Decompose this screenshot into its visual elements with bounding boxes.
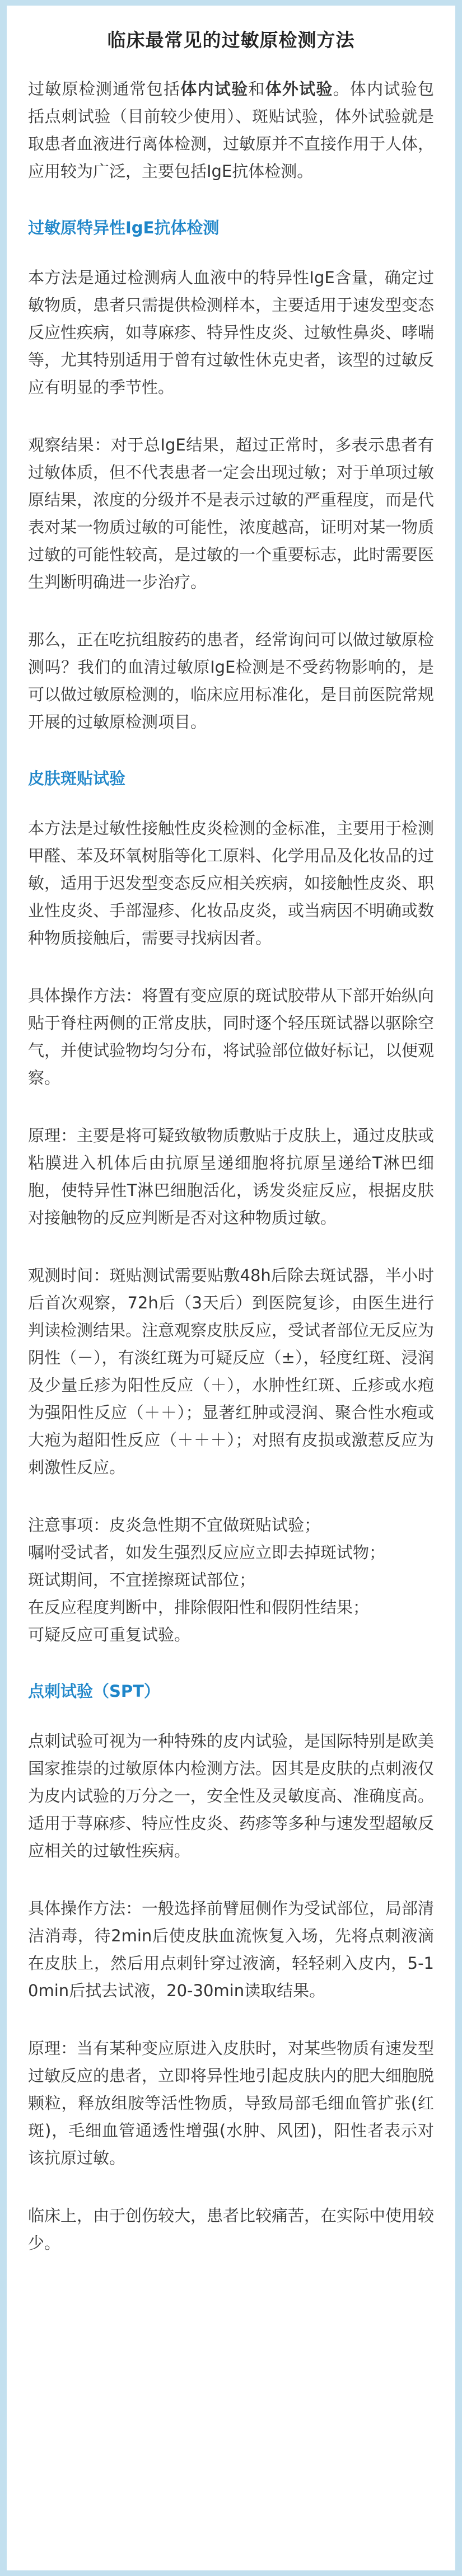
patch-paragraph-1: 本方法是过敏性接触性皮炎检测的金标准，主要用于检测甲醛、苯及环氧树脂等化工原料、化学用品及化妆品的过敏，适用于迟发型变态反应相关疾病，如接触性皮炎、职业性皮炎、手部湿疹、化妆品皮炎，或当病因不明确或数种物质接触后，需要寻找病因者。	[28, 819, 435, 947]
section-heading-patch: 皮肤斑贴试验	[28, 769, 126, 788]
article-card	[7, 6, 455, 2570]
intro-bold-in-vitro: 体外试验	[265, 79, 333, 98]
spt-paragraph-2: 具体操作方法：一般选择前臂屈侧作为受试部位，局部清洁消毒，待2min后使皮肤血流恢复入场，先将点刺液滴在皮肤上，然后用点刺针穿过液滴，轻轻刺入皮内，5-10min后拭去试液，20-30min读取结果。	[28, 1899, 435, 2000]
patch-paragraph-4: 观测时间：斑贴测试需要贴敷48h后除去斑试器，半小时后首次观察，72h后（3天后）到医院复诊，由医生进行判读检测结果。注意观察皮肤反应，受试者部位无反应为阴性（－），有淡红斑为可疑反应（±），轻度红斑、浸润及少量丘疹为阳性反应（＋），水肿性红斑、丘疹或水疱为强阳性反应（＋＋）；显著红肿或浸润、聚合性水疱或大疱为超阳性反应（＋＋＋）；对照有皮损或激惹反应为刺激性反应。	[28, 1266, 435, 1477]
section-heading-ige: 过敏原特异性IgE抗体检测	[28, 218, 220, 237]
patch-note-2: 嘱咐受试者，如发生强烈反应应立即去掉斑试物；	[28, 1543, 386, 1562]
patch-note-3: 斑试期间，不宜搓擦斑试部位；	[28, 1570, 256, 1589]
spt-paragraph-1: 点刺试验可视为一种特殊的皮内试验，是国际特别是欧美国家推崇的过敏原体内检测方法。因其是皮肤的点刺液仅为皮内试验的万分之一，安全性及灵敏度高、准确度高。适用于荨麻疹、特应性皮炎、药疹等多种与速发型超敏反应相关的过敏性疾病。	[28, 1732, 435, 1860]
patch-paragraph-3: 原理：主要是将可疑致敏物质敷贴于皮肤上，通过皮肤或粘膜进入机体后由抗原呈递细胞将抗原呈递给T淋巴细胞，使特异性T淋巴细胞活化，诱发炎症反应，根据皮肤对接触物的反应判断是否对这种物质过敏。	[28, 1126, 435, 1227]
ige-paragraph-3: 那么，正在吃抗组胺药的患者，经常询问可以做过敏原检测吗？我们的血清过敏原IgE检测是不受药物影响的，是可以做过敏原检测的，临床应用标准化，是目前医院常规开展的过敏原检测项目。	[28, 630, 435, 731]
intro-text-a: 过敏原检测通常包括	[28, 79, 181, 98]
section-heading-spt: 点刺试验（SPT）	[28, 1682, 160, 1701]
patch-note-1: 注意事项：皮炎急性期不宜做斑贴试验；	[28, 1515, 321, 1535]
patch-paragraph-2: 具体操作方法：将置有变应原的斑试胶带从下部开始纵向贴于脊柱两侧的正常皮肤，同时逐个轻压斑试器以驱除空气，并使试验物均匀分布，将试验部位做好标记，以便观察。	[28, 986, 435, 1087]
ige-paragraph-2: 观察结果：对于总IgE结果，超过正常时，多表示患者有过敏体质，但不代表患者一定会出现过敏；对于单项过敏原结果，浓度的分级并不是表示过敏的严重程度，而是代表对某一物质过敏的可能性，浓度越高，证明对某一物质过敏的可能性较高，是过敏的一个重要标志，此时需要医生判断明确进一步治疗。	[28, 435, 435, 592]
spt-paragraph-4: 临床上，由于创伤较大，患者比较痛苦，在实际中使用较少。	[28, 2206, 435, 2253]
intro-text-e: 。体内试验包括点刺试验（目前较少使用）、斑贴试验，体外试验就是取患者血液进行离体检测，过敏原并不直接作用于人体，应用较为广泛，主要包括IgE抗体检测。	[28, 79, 435, 181]
patch-note-5: 可疑反应可重复试验。	[28, 1625, 191, 1644]
intro-bold-in-vivo: 体内试验	[180, 79, 249, 98]
page-title: 临床最常见的过敏原检测方法	[107, 29, 355, 51]
spt-paragraph-3: 原理：当有某种变应原进入皮肤时，对某些物质有速发型过敏反应的患者，立即将异性地引起皮肤内的肥大细胞脱颗粒，释放组胺等活性物质，导致局部毛细血管扩张(红斑)，毛细血管通透性增强(水肿、风团)，阳性者表示对该抗原过敏。	[28, 2039, 435, 2167]
ige-paragraph-1: 本方法是通过检测病人血液中的特异性IgE含量，确定过敏物质，患者只需提供检测样本，主要适用于速发型变态反应性疾病，如荨麻疹、特异性皮炎、过敏性鼻炎、哮喘等，尤其特别适用于曾有过敏性休克史者，该型的过敏反应有明显的季节性。	[28, 268, 435, 397]
intro-paragraph	[28, 76, 434, 185]
patch-note-4: 在反应程度判断中，排除假阳性和假阴性结果；	[28, 1598, 370, 1617]
intro-text-c: 和	[248, 79, 265, 98]
